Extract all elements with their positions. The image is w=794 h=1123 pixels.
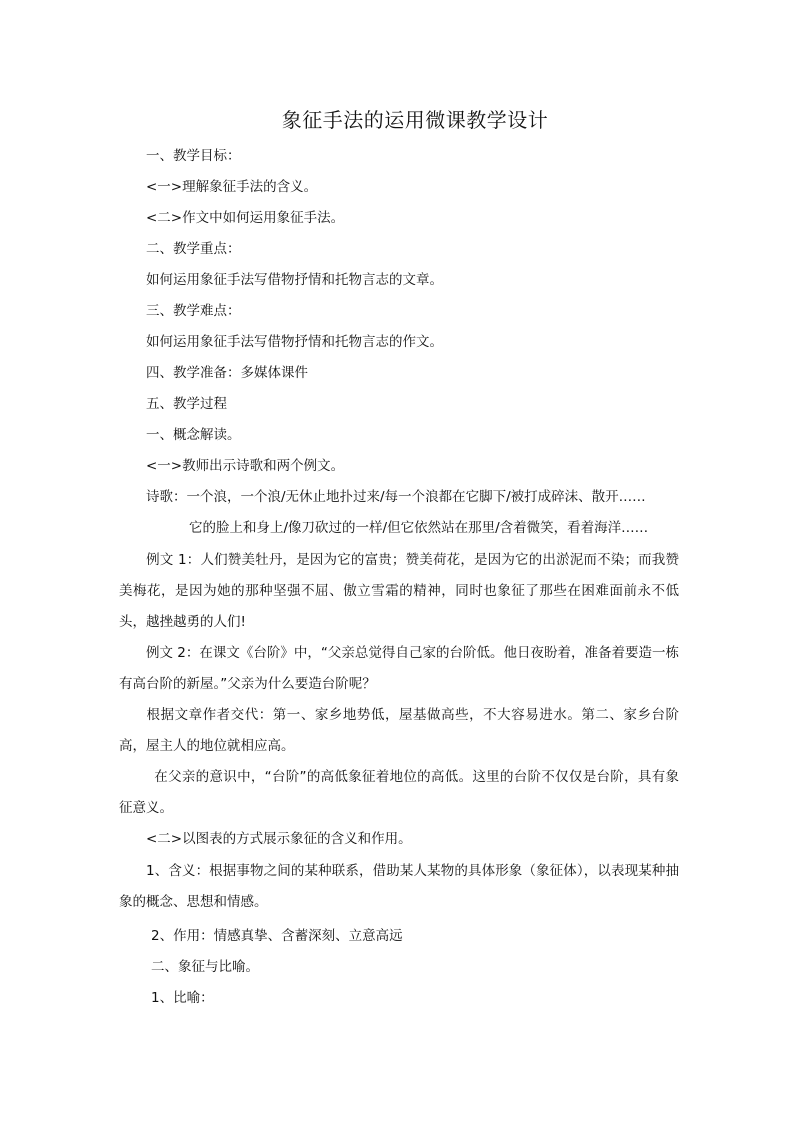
father-consciousness-text: 在父亲的意识中，“台阶”的高低象征着地位的高低。这里的台阶不仅仅是台阶，具有象征意义。	[119, 769, 679, 816]
subsection-symbol-vs-metaphor: 二、象征与比喻。	[151, 959, 259, 975]
difficulty-text: 如何运用象征手法写借物抒情和托物言志的作文。	[146, 334, 443, 350]
goal-item-1: <一>理解象征手法的含义。	[146, 179, 318, 195]
document-title: 象征手法的运用微课教学设计	[281, 108, 549, 132]
example-1-text: 例文 1：人们赞美牡丹，是因为它的富贵；赞美荷花，是因为它的出淤泥而不染；而我赞美梅花，是因为她的那种坚强不屈、傲立雪霜的精神，同时也象征了那些在困难面前永不低头，越挫越勇的人们!	[119, 552, 679, 630]
section-heading-goals: 一、教学目标：	[146, 148, 241, 164]
author-explanation-text: 根据文章作者交代：第一、家乡地势低，屋基做高些，不大容易进水。第二、家乡台阶高，屋主人的地位就相应高。	[119, 707, 679, 754]
section-heading-process: 五、教学过程	[146, 396, 227, 412]
example-2-text: 例文 2：在课文《台阶》中，“父亲总觉得自己家的台阶低。他日夜盼着，准备着要造一栋有高台阶的新屋。”父亲为什么要造台阶呢？	[119, 645, 679, 692]
step-show-examples: <一>教师出示诗歌和两个例文。	[146, 458, 345, 474]
subsection-concept: 一、概念解读。	[146, 427, 241, 443]
example-1-paragraph	[119, 545, 679, 638]
step-chart-display: <二>以图表的方式展示象征的含义和作用。	[146, 831, 412, 847]
section-heading-key-points: 二、教学重点：	[146, 241, 241, 257]
father-consciousness-paragraph	[119, 762, 679, 824]
meaning-paragraph	[119, 856, 679, 918]
section-heading-difficulties: 三、教学难点：	[146, 303, 241, 319]
goal-item-2: <二>作文中如何运用象征手法。	[146, 210, 345, 226]
function-text: 2、作用：情感真挚、含蓄深刻、立意高远	[151, 928, 403, 944]
example-2-paragraph	[119, 638, 679, 700]
poem-line-1: 诗歌：一个浪，一个浪/无休止地扑过来/每一个浪都在它脚下/被打成碎沫、散开……	[146, 489, 646, 505]
key-point-text: 如何运用象征手法写借物抒情和托物言志的文章。	[146, 272, 443, 288]
metaphor-heading: 1、比喻：	[151, 990, 214, 1006]
meaning-text: 1、含义：根据事物之间的某种联系，借助某人某物的具体形象（象征体），以表现某种抽象的概念、思想和情感。	[119, 863, 679, 910]
author-explanation-paragraph	[119, 700, 679, 762]
poem-line-2: 它的脸上和身上/像刀砍过的一样/但它依然站在那里/含着微笑，看着海洋……	[189, 520, 649, 536]
section-heading-preparation: 四、教学准备：多媒体课件	[146, 365, 308, 381]
